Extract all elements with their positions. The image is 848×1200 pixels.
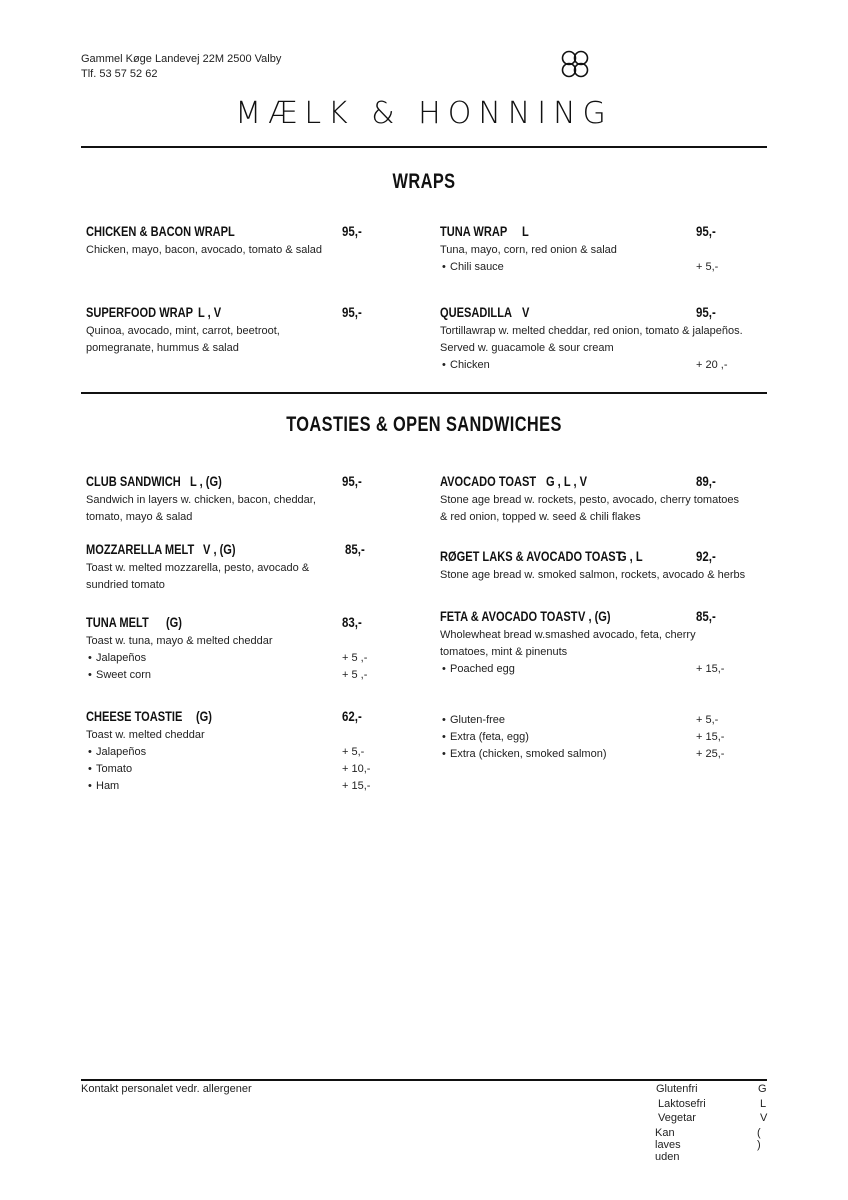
legend-label: Vegetar: [658, 1112, 696, 1124]
bullet: •: [442, 663, 446, 675]
item-tags: G , L , V: [546, 474, 588, 489]
legend-label: Laktosefri: [658, 1098, 706, 1110]
allergen-note: Kontakt personalet vedr. allergener: [81, 1083, 252, 1095]
address-block: [81, 52, 281, 82]
item-extra: [440, 661, 770, 678]
menu-item-roget-laks: [440, 549, 770, 584]
item-extra: [86, 667, 416, 684]
brand-title: MÆLK & HONNING: [235, 96, 613, 131]
menu-item-superfood-wrap: [86, 305, 416, 357]
item-price: 95,-: [696, 224, 716, 239]
item-name: FETA & AVOCADO TOAST: [440, 609, 578, 624]
clover-logo-icon: [558, 48, 592, 82]
extra-name: Tomato: [96, 763, 133, 775]
item-description: Toast w. tuna, mayo & melted cheddar: [86, 635, 273, 647]
divider: [81, 1079, 767, 1081]
item-tags: L: [228, 224, 235, 239]
extra-price: + 5,-: [696, 261, 719, 273]
legend-label: Kan laves uden: [655, 1127, 681, 1163]
item-extra: [440, 729, 770, 746]
item-description: Stone age bread w. smoked salmon, rockets, avocado & herbs: [440, 569, 746, 581]
extra-price: + 25,-: [696, 748, 725, 760]
extra-price: + 5 ,-: [342, 652, 368, 664]
item-price: 85,-: [696, 609, 716, 624]
menu-item-tuna-wrap: [440, 224, 770, 276]
item-description: Quinoa, avocado, mint, carrot, beetroot, pomegranate, hummus & salad: [86, 325, 280, 354]
menu-item-cheese-toastie: [86, 709, 416, 795]
item-extra: [86, 650, 416, 667]
section-title-toasties: TOASTIES & OPEN SANDWICHES: [286, 413, 562, 436]
bullet: •: [88, 669, 92, 681]
bullet: •: [88, 780, 92, 792]
item-tags: V: [522, 305, 530, 320]
extra-name: Ham: [96, 780, 120, 792]
item-price: 95,-: [342, 474, 362, 489]
item-description: Stone age bread w. rockets, pesto, avocado, cherry tomatoes & red onion, topped w. seed & chili flakes: [440, 494, 740, 523]
item-price: 95,-: [342, 305, 362, 320]
item-tags: V , (G): [203, 542, 236, 557]
bullet: •: [442, 261, 446, 273]
menu-item-chicken-bacon-wrap: [86, 224, 416, 259]
bullet: •: [442, 714, 446, 726]
item-extra: [440, 259, 770, 276]
legend-code: V: [760, 1112, 768, 1124]
item-tags: L , V: [198, 305, 222, 320]
item-name: CHEESE TOASTIE: [86, 709, 183, 724]
extra-name: Chili sauce: [450, 261, 504, 273]
item-extra: [86, 744, 416, 761]
item-price: 83,-: [342, 615, 362, 630]
general-extras: [440, 712, 770, 763]
legend-code: G: [758, 1083, 767, 1095]
menu-item-avocado-toast: [440, 474, 770, 526]
item-name: CLUB SANDWICH: [86, 474, 181, 489]
item-price: 95,-: [696, 305, 716, 320]
menu-item-quesadilla: [440, 305, 770, 374]
extra-price: + 5 ,-: [342, 669, 368, 681]
extra-price: + 20 ,-: [696, 359, 728, 371]
extra-name: Gluten-free: [450, 714, 506, 726]
item-price: 62,-: [342, 709, 362, 724]
item-tags: L: [522, 224, 529, 239]
bullet: •: [88, 652, 92, 664]
item-description: Wholewheat bread w.smashed avocado, feta, cherry tomatoes, mint & pinenuts: [440, 629, 696, 658]
extra-price: + 5,-: [342, 746, 365, 758]
extra-price: + 10,-: [342, 763, 371, 775]
item-name: TUNA WRAP: [440, 224, 508, 239]
bullet: •: [442, 359, 446, 371]
item-name: SUPERFOOD WRAP: [86, 305, 194, 320]
extra-name: Poached egg: [450, 663, 515, 675]
item-description: Tortillawrap w. melted cheddar, red onion, tomato & jalapeños. Served w. guacamole & sour cream: [440, 325, 743, 354]
item-extra: [440, 746, 770, 763]
section-title-wraps: WRAPS: [392, 170, 456, 193]
item-price: 92,-: [696, 549, 716, 564]
item-tags: (G): [196, 709, 212, 724]
item-extra: [86, 761, 416, 778]
item-description: Toast w. melted mozzarella, pesto, avocado & sundried tomato: [86, 562, 310, 591]
item-description: Tuna, mayo, corn, red onion & salad: [440, 244, 617, 256]
bullet: •: [442, 748, 446, 760]
item-price: 95,-: [342, 224, 362, 239]
extra-price: + 5,-: [696, 714, 719, 726]
item-name: QUESADILLA: [440, 305, 512, 320]
extra-name: Chicken: [450, 359, 490, 371]
legend-code: ( ): [757, 1127, 761, 1151]
address-line: Gammel Køge Landevej 22M 2500 Valby: [81, 53, 282, 65]
extra-name: Extra (feta, egg): [450, 731, 529, 743]
item-extra: [440, 357, 770, 374]
extra-price: + 15,-: [696, 663, 725, 675]
menu-item-feta-avocado-toast: [440, 609, 770, 678]
bullet: •: [88, 763, 92, 775]
item-name: TUNA MELT: [86, 615, 149, 630]
item-tags: (G): [166, 615, 182, 630]
extra-name: Sweet corn: [96, 669, 152, 681]
item-tags: G , L: [618, 549, 643, 564]
divider: [81, 392, 767, 394]
legend-code: L: [760, 1098, 767, 1110]
item-extra: [440, 712, 770, 729]
bullet: •: [442, 731, 446, 743]
item-description: Toast w. melted cheddar: [86, 729, 205, 741]
item-description: Chicken, mayo, bacon, avocado, tomato & salad: [86, 244, 323, 256]
item-name: RØGET LAKS & AVOCADO TOAST: [440, 549, 623, 564]
item-name: CHICKEN & BACON WRAP: [86, 224, 229, 239]
item-price: 89,-: [696, 474, 716, 489]
item-description: Sandwich in layers w. chicken, bacon, cheddar, tomato, mayo & salad: [86, 494, 316, 523]
item-name: AVOCADO TOAST: [440, 474, 537, 489]
item-name: MOZZARELLA MELT: [86, 542, 195, 557]
menu-item-tuna-melt: [86, 615, 416, 684]
extra-name: Jalapeños: [96, 652, 147, 664]
extra-name: Extra (chicken, smoked salmon): [450, 748, 607, 760]
divider: [81, 146, 767, 148]
item-extra: [86, 778, 416, 795]
bullet: •: [88, 746, 92, 758]
legend-label: Glutenfri: [656, 1083, 698, 1095]
item-tags: L , (G): [190, 474, 222, 489]
menu-item-mozzarella-melt: [86, 542, 416, 594]
menu-item-club-sandwich: [86, 474, 416, 526]
item-tags: V , (G): [578, 609, 611, 624]
extra-price: + 15,-: [342, 780, 371, 792]
item-price: 85,-: [345, 542, 365, 557]
extra-name: Jalapeños: [96, 746, 147, 758]
extra-price: + 15,-: [696, 731, 725, 743]
phone-line: Tlf. 53 57 52 62: [81, 68, 158, 80]
